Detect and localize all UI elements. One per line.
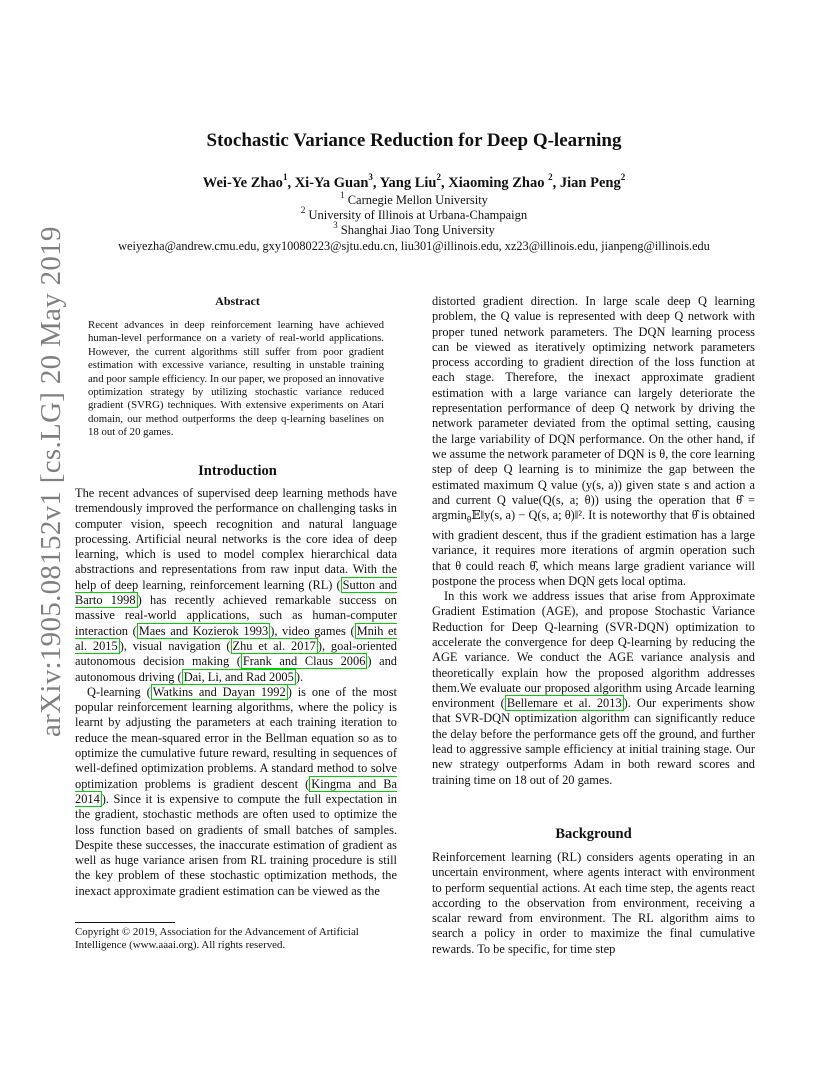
author-emails: weiyezha@andrew.cmu.edu, gxy10080223@sjtu.edu.cn, liu301@illinois.edu, xz23@illinois.edu, jianpeng@illinois.edu (118, 239, 710, 253)
right-paragraph-2: In this work we address issues that arise from Approximate Gradient Estimation (AGE), and propose Stochastic Variance Reduction for Deep Q-learning (SVR-DQN) optimization to accelerate the convergence for deep Q-learning by reducing the AGE variance. We conduct the AGE variance analysis and theoretically explain how the proposed algorithm addresses them.We evaluate our proposed algorithm using Arcade learning environment ( Bellemare et al. 2013 ). Our experiments show that SVR-DQN optimization algorithm can significantly reduce the delay before the performance gets off the ground, and further lead to aggressive sample efficiency at initial training stage. Our new strategy outperforms Adam in both reward scores and training time on 18 out of 20 games. (432, 589, 755, 787)
background-heading: Background (555, 826, 632, 842)
citation-link[interactable]: Kingma and Ba 2014 (75, 776, 397, 806)
author-1: Wei-Ye Zhao$^1$, (202, 172, 295, 191)
paper-title: Stochastic Variance Reduction for Deep Q-learning (206, 130, 622, 151)
background-body: Reinforcement learning (RL) considers agents operating in an uncertain environment, where agents interact with environment to perform sequential actions. At each time step, the agents react according to the observation from environment, receiving a scalar reward from environment. The RL algorithm aims to search a policy in order to maximize the final cumulative rewards. To be specific, for time step (432, 850, 755, 956)
arxiv-stamp: arXiv:1905.08152v1 [cs.LG] 20 May 2019 (35, 226, 67, 737)
affiliation-1: $^1$ Carnegie Mellon University (340, 190, 488, 207)
copyright-notice: Copyright © 2019, Association for the Advancement of Artificial Intelligence (www.aaai.org). All rights reserved. (75, 926, 359, 952)
author-2: Xi-Ya Guan$^3$, (294, 172, 380, 191)
citation-link[interactable]: Dai, Li, and Rad 2005 (183, 669, 294, 684)
citation-link[interactable]: Mnih et al. 2015 (75, 623, 398, 653)
citation-link[interactable]: Watkins and Dayan 1992 (152, 684, 286, 699)
introduction-paragraph-2: Q-learning ( Watkins and Dayan 1992 ) is one of the most popular reinforcement learning algorithms, where the policy is learnt by adjusting the parameters at each training iteration to reduce the mean-squared error in the Bellman equation so as to optimize the cumulative future reward, resulting in sequences of well-defined optimization problems. A standard method to solve optimization problems is gradient descent ( Kingma and Ba 2014 ). Since it is expensive to compute the full expectation in the gradient, stochastic methods are often used to optimize the loss function based on gradients of small batches of samples. Despite these successes, the inaccurate estimation of gradient as well as huge variance arisen from RL training procedure is still the key problem of these stochastic optimization methods, the inexact approximate gradient estimation can be viewed as the (75, 684, 398, 898)
author-5: Jian Peng$^2$ (559, 172, 626, 191)
author-list (0, 172, 828, 192)
abstract-text: Recent advances in deep reinforcement learning have achieved human-level performance on a variety of real-world applications. However, the current algorithms still suffer from poor gradient estimation with excessive variance, resulting in unstable training and poor sample efficiency. In our paper, we proposed an innovative optimization strategy by utilizing stochastic variance reduced gradient (SVRG) techniques. With extensive experiments on Atari domain, our method outperforms the deep q-learning baselines on 18 out of 20 games. (88, 319, 384, 439)
introduction-heading: Introduction (198, 463, 277, 479)
author-3: Yang Liu$^2$, (379, 172, 449, 191)
citation-link[interactable]: Sutton and Barto 1998 (75, 577, 397, 608)
introduction-paragraph-1: The recent advances of supervised deep learning methods have tremendously improved the performance on challenging tasks in computer vision, speech recognition and natural language processing. Artificial neural networks is the core idea of deep learning, which is used to model complex hierarchical data abstractions and representations from raw input data. With the help of deep learning, reinforcement learning (RL) ( Sutton and Barto 1998 ) has recently achieved remarkable success on massive real-world applications, such as human-computer interaction ( Maes and Kozierok 1993 ), video games ( Mnih et al. 2015 ), visual navigation ( Zhu et al. 2017 ), goal-oriented autonomous decision making ( Frank and Claus 2006 ) and autonomous driving ( Dai, Li, and Rad 2005 ). (75, 486, 398, 684)
right-paragraph-1: distorted gradient direction. In large scale deep Q learning problem, the Q value is represented with deep Q network with proper tuned network parameters. The DQN learning process can be viewed as iteratively optimizing network parameters process according to gradient direction of the loss function at each stage. Therefore, the inexact approximate gradient estimation with a large variance can largely deteriorate the representation performance of deep Q network by driving the network parameter deviated from the optimal setting, causing the large variability of DQN performance. On the other hand, if we assume the network parameter of DQN is θ, the core learning step of deep Q learning is to minimize the gap between the estimated maximum Q value (y(s, a)) given state s and action a and current Q value(Q(s, a; θ)) using the operation that θ̂ = argmin$_\theta$𝔼‖y(s, a) − Q(s, a; θ)‖². It is noteworthy that θ̂ is obtained with gradient descent, thus if the gradient estimation has a large variance, it requires more iterations of argmin operation such that θ could reach θ̂, which means large gradient variance will postpone the process when DQN gets local optima. (432, 294, 755, 588)
affiliation-2: $^2$ University of Illinois at Urbana-Champaign (300, 205, 528, 222)
affiliation-3: $^3$ Shanghai Jiao Tong University (333, 220, 495, 237)
introduction-body (75, 486, 397, 899)
footnote-rule (75, 922, 175, 923)
citation-link[interactable]: Frank and Claus 2006 (242, 654, 366, 669)
right-column-body (432, 294, 755, 788)
citation-link[interactable]: Bellemare et al. 2013 (506, 696, 622, 711)
citation-link[interactable]: Maes and Kozierok 1993 (138, 623, 269, 638)
abstract-heading: Abstract (215, 294, 260, 308)
author-4: Xiaoming Zhao $^2$, (448, 172, 560, 191)
citation-link[interactable]: Zhu et al. 2017 (232, 638, 316, 653)
